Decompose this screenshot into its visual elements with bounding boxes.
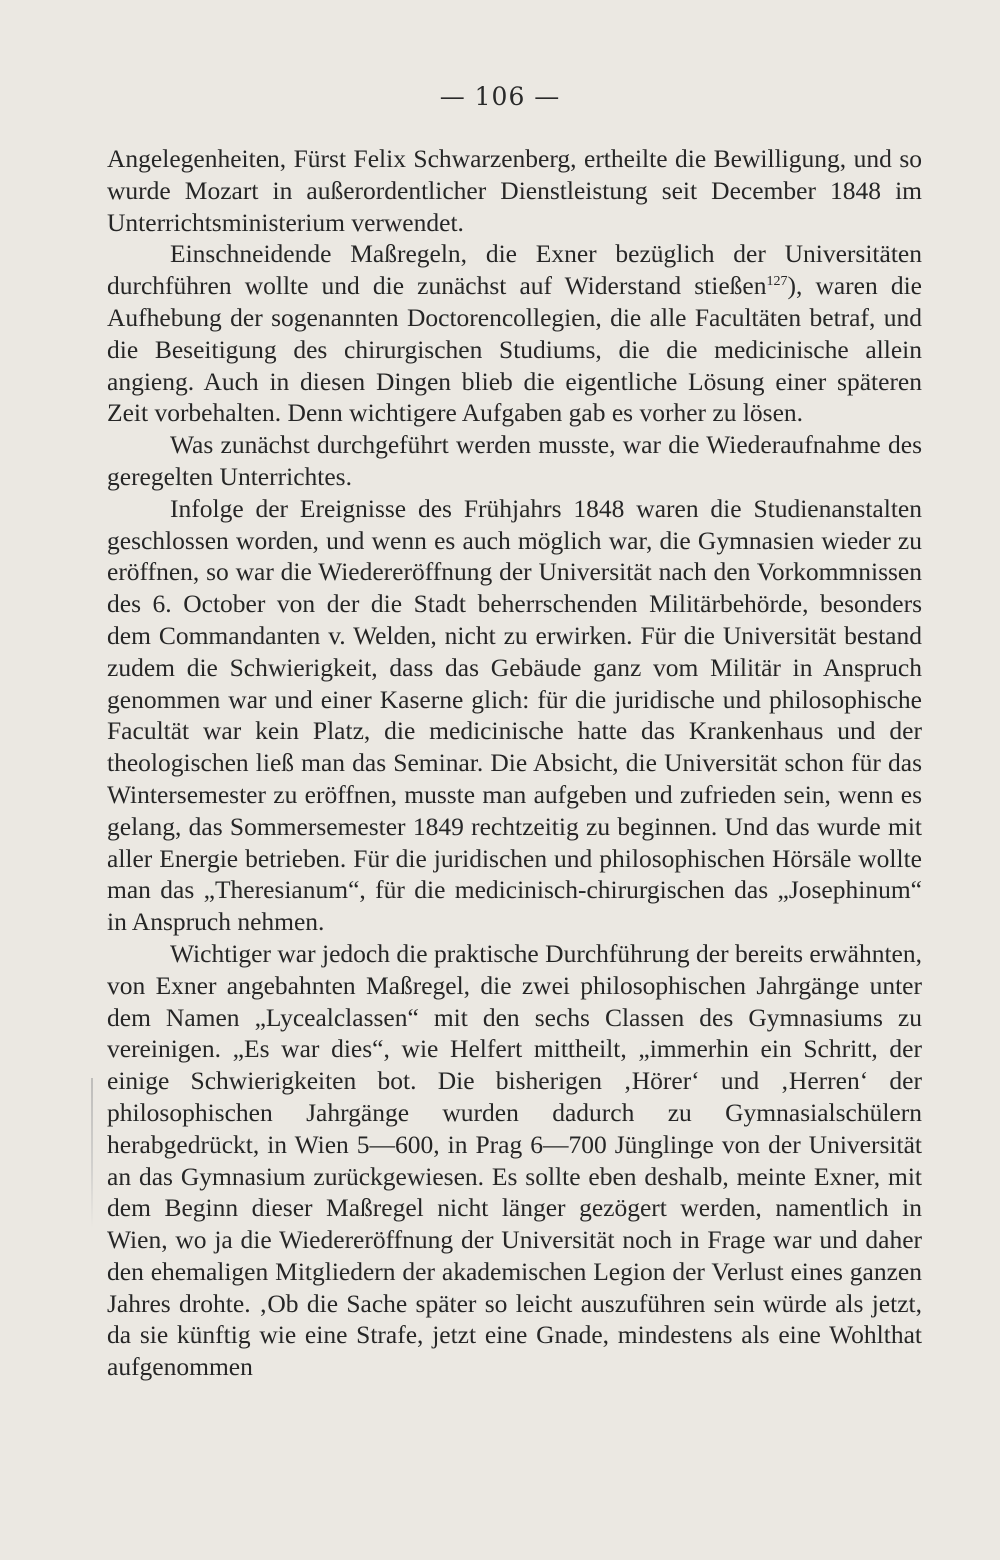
margin-pencil-mark bbox=[91, 1078, 93, 1228]
paragraph: Wichtiger war jedoch die praktische Durchführung der bereits erwähnten, von Exner angebahnten Maßregel, die zwei philosophischen Jahrgänge unter dem Namen „Lycealclassen“ mit den sechs Classen des Gymnasiums zu vereinigen. „Es war dies“, wie Helfert mittheilt, „immerhin ein Schritt, der einige Schwierigkeiten bot. Die bisherigen ‚Hörer‘ und ‚Herren‘ der philosophischen Jahrgänge wurden dadurch zu Gymnasialschülern herabgedrückt, in Wien 5—600, in Prag 6—700 Jünglinge von der Universität an das Gymnasium zurückgewiesen. Es sollte eben deshalb, meinte Exner, mit dem Beginn dieser Maßregel nicht länger gezögert werden, namentlich in Wien, wo ja die Wiedereröffnung der Universität noch in Frage war und daher den ehemaligen Mitgliedern der akademischen Legion der Verlust eines ganzen Jahres drohte. ‚Ob die Sache später so leicht auszuführen sein würde als jetzt, da sie künftig wie eine Strafe, jetzt eine Gnade, mindestens als eine Wohlthat aufgenommen bbox=[107, 938, 922, 1382]
body-text bbox=[107, 143, 922, 1383]
paragraph-text: ), waren die Aufhebung der sogenannten Doctorencollegien, die alle Facultäten betraf, und die Beseitigung des chirurgischen Studiums, die die medicinische allein angieng. Auch in diesen Dingen blieb die eigentliche Lösung einer späteren Zeit vorbehalten. Denn wichtigere Aufgaben gab es vorher zu lösen. bbox=[107, 271, 922, 428]
paragraph: Infolge der Ereignisse des Frühjahrs 1848 waren die Studienanstalten geschlossen worden, und wenn es auch möglich war, die Gymnasien wieder zu eröffnen, so war die Wiedereröffnung der Universität nach den Vorkommnissen des 6. October von der die Stadt beherrschenden Militärbehörde, besonders dem Commandanten v. Welden, nicht zu erwirken. Für die Universität bestand zudem die Schwierigkeit, dass das Gebäude ganz vom Militär in Anspruch genommen war und einer Kaserne glich: für die juridische und philosophische Facultät war kein Platz, die medicinische hatte das Krankenhaus und der theologischen ließ man das Seminar. Die Absicht, die Universität schon für das Wintersemester zu eröffnen, musste man aufgeben und zufrieden sein, wenn es gelang, das Sommersemester 1849 rechtzeitig zu beginnen. Und das wurde mit aller Energie betrieben. Für die juridischen und philosophischen Hörsäle wollte man das „Theresianum“, für die medicinisch-chirurgischen das „Josephinum“ in Anspruch nehmen. bbox=[107, 493, 922, 937]
footnote-ref: 127 bbox=[766, 274, 788, 290]
paragraph: Angelegenheiten, Fürst Felix Schwarzenberg, ertheilte die Bewilligung, und so wurde Mozart in außerordentlicher Dienstleistung seit December 1848 im Unterrichtsministerium verwendet. bbox=[107, 144, 922, 237]
paragraph: Was zunächst durchgeführt werden musste, war die Wiederaufnahme des geregelten Unterrichtes. bbox=[107, 430, 922, 491]
paragraph-text: Einschneidende Maßregeln, die Exner bezüglich der Universitäten durchführen wollte und die zunächst auf Widerstand stießen bbox=[107, 239, 922, 301]
page-number: — 106 — bbox=[439, 82, 561, 111]
paragraph bbox=[107, 238, 922, 429]
